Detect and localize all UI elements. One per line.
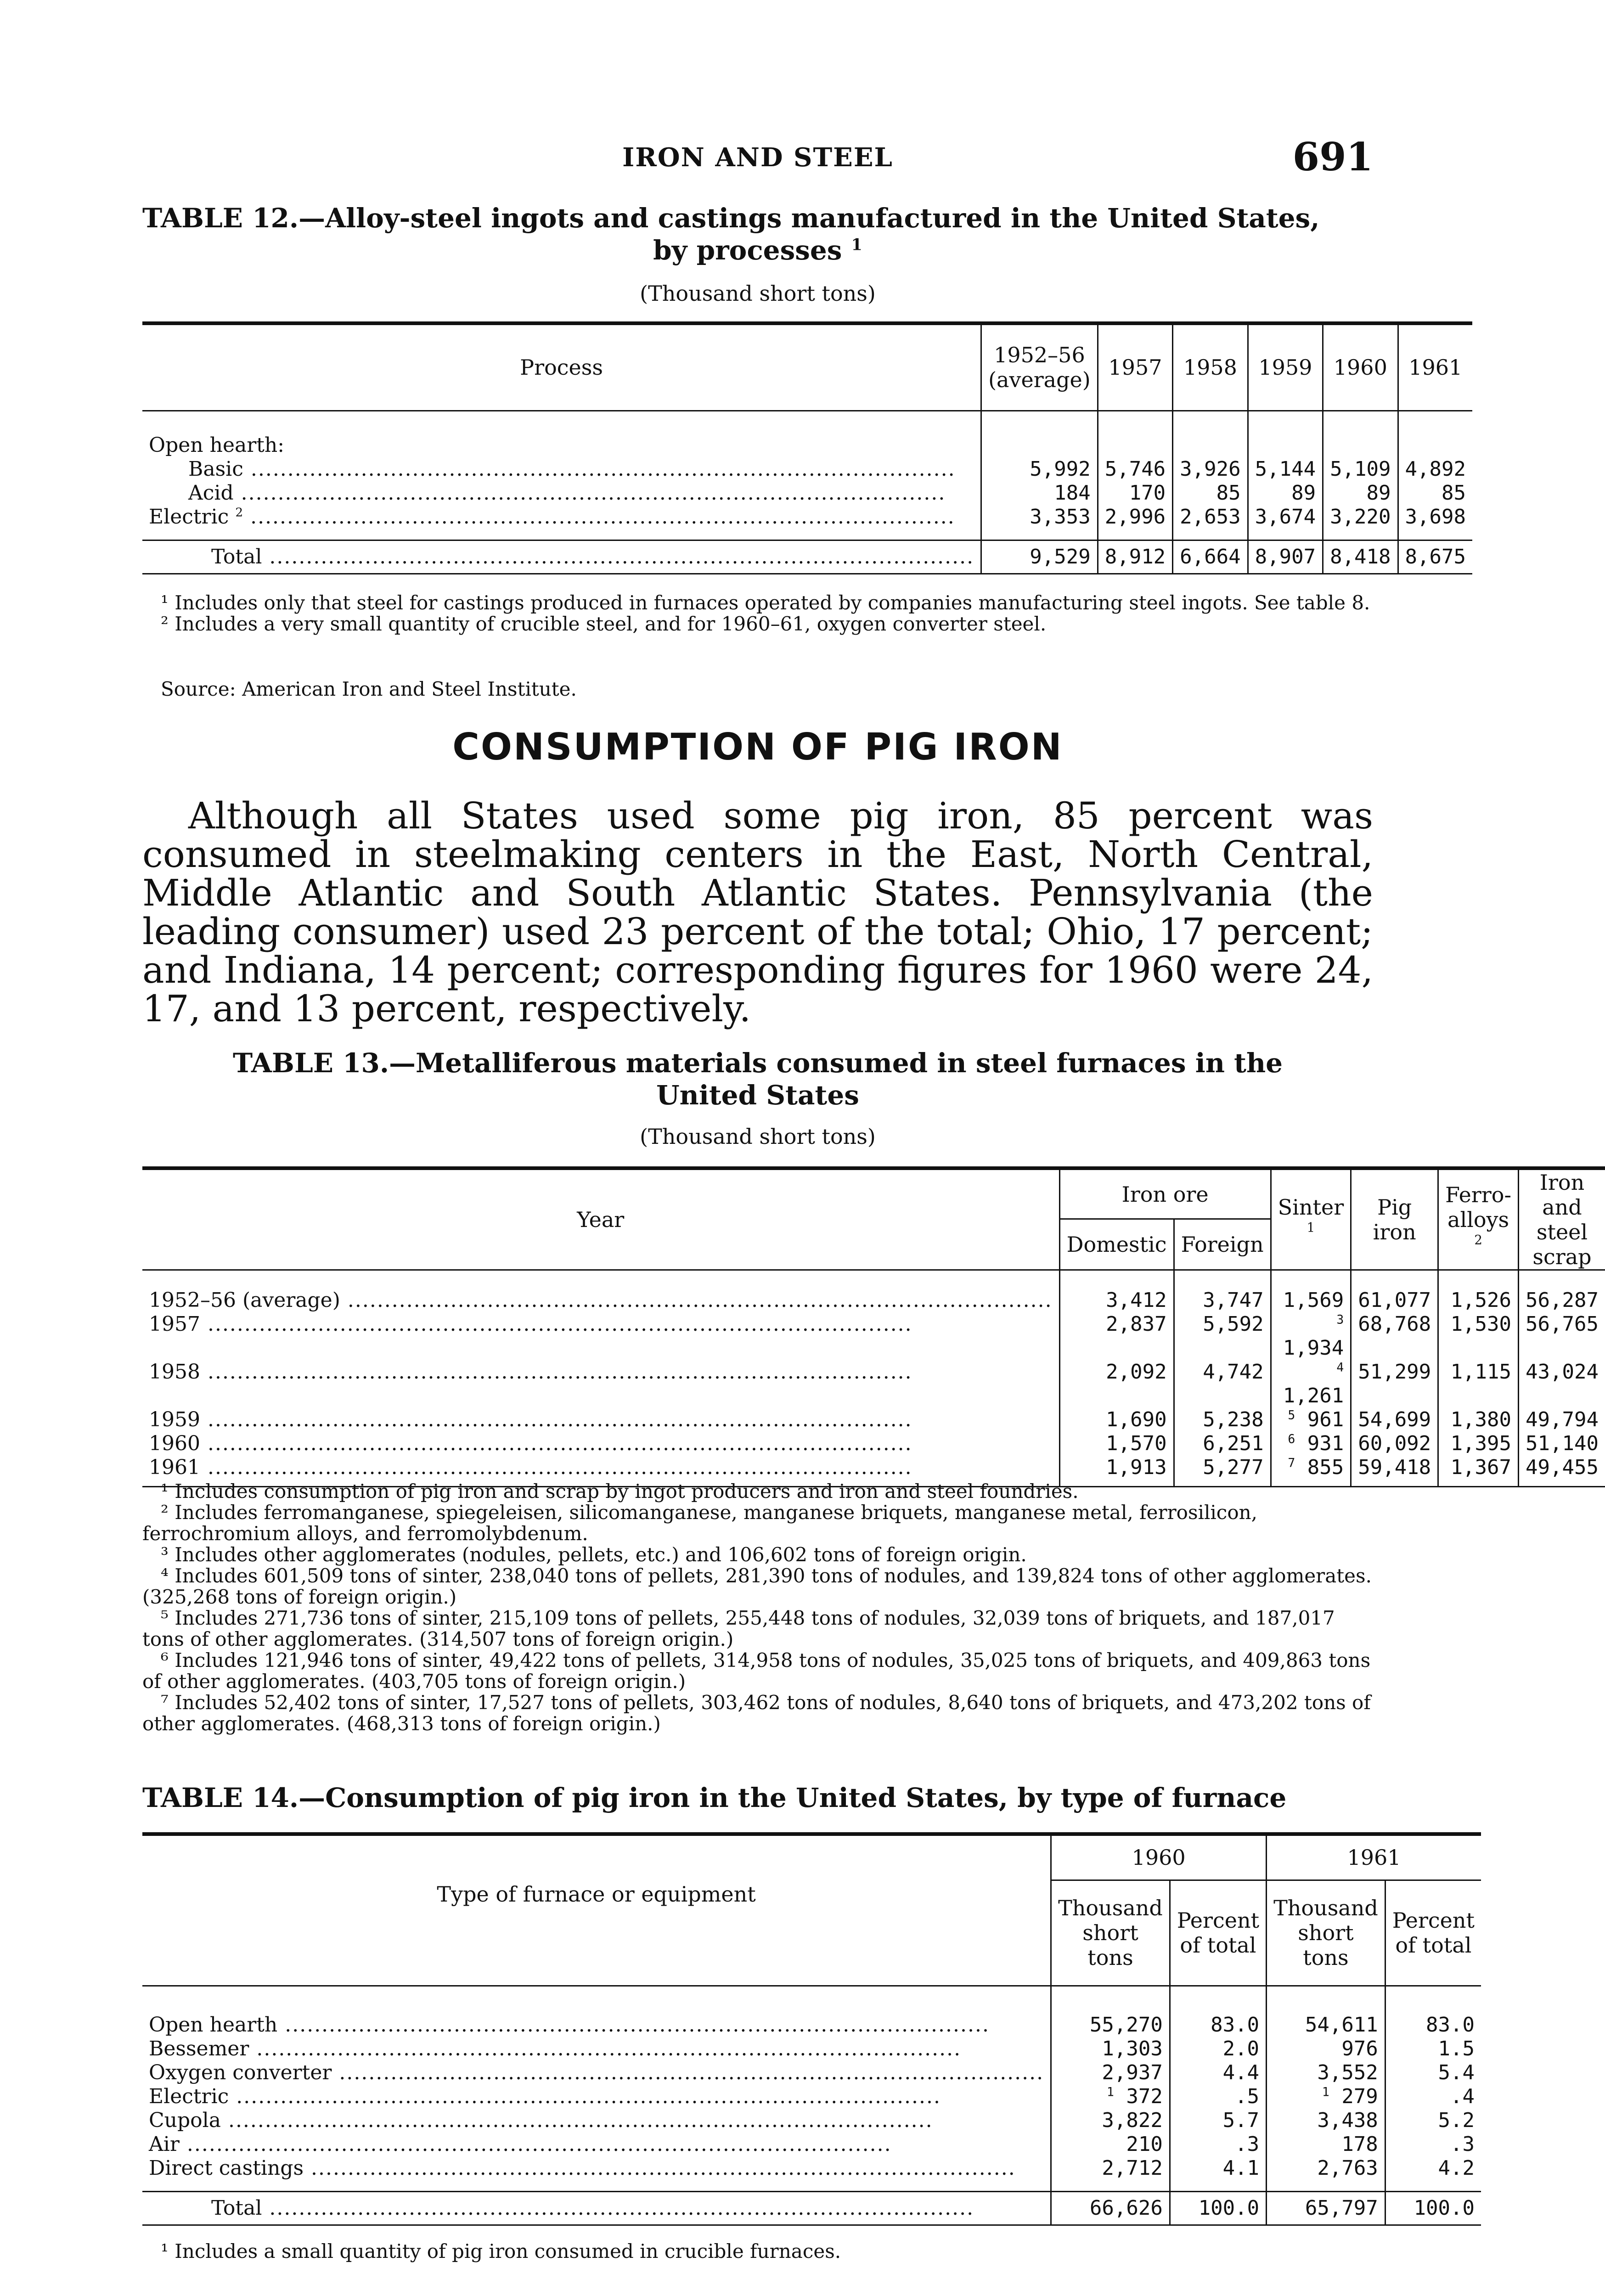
cell: 51,140 bbox=[1519, 1432, 1605, 1456]
table12-source: Source: American Iron and Steel Institute. bbox=[161, 678, 577, 700]
table14-total-row bbox=[142, 2191, 1481, 2225]
cell: 49,794 bbox=[1519, 1408, 1605, 1432]
table13-col-foreign: Foreign bbox=[1174, 1219, 1271, 1270]
cell: 68,768 bbox=[1351, 1312, 1438, 1360]
row-label: Electric ..... bbox=[149, 2085, 941, 2108]
table12-col-1960: 1960 bbox=[1323, 323, 1398, 411]
table12-col-process: Process bbox=[142, 323, 981, 411]
cell: 2,837 bbox=[1059, 1312, 1174, 1360]
footnote: ³ Includes other agglomerates (nodules, pellets, etc.) and 106,602 tons of foreign origin. bbox=[161, 1543, 1027, 1566]
table-row bbox=[142, 1312, 1605, 1360]
footnote: ⁴ Includes 601,509 tons of sinter, 238,040 tons of pellets, 281,390 tons of nodules, and 139,824 tons of other agglomerates. (325,268 tons of foreign origin.) bbox=[142, 1564, 1372, 1608]
cell: 1,913 bbox=[1059, 1456, 1174, 1480]
cell: 85 bbox=[1173, 481, 1248, 505]
table13-title-line1: TABLE 13.—Metalliferous materials consumed in steel furnaces in the bbox=[232, 1047, 1283, 1079]
cell: 6,251 bbox=[1174, 1432, 1271, 1456]
table13-col-domestic: Domestic bbox=[1059, 1219, 1174, 1270]
cell: 8,675 bbox=[1398, 540, 1472, 574]
cell: 210 bbox=[1126, 2133, 1163, 2156]
cell: 170 bbox=[1098, 481, 1172, 505]
footnote: ¹ Includes a small quantity of pig iron consumed in crucible furnaces. bbox=[161, 2240, 841, 2262]
table14 bbox=[142, 1832, 1481, 2226]
cell: 3,220 bbox=[1323, 505, 1398, 529]
cell: 61,077 bbox=[1351, 1289, 1438, 1312]
page-number: 691 bbox=[1292, 134, 1373, 180]
cell: 5,277 bbox=[1174, 1456, 1271, 1480]
cell: 3,747 bbox=[1174, 1289, 1271, 1312]
cell: 55,270 bbox=[1089, 2013, 1163, 2037]
table12-col-1957: 1957 bbox=[1098, 323, 1172, 411]
cell: 100.0 bbox=[1170, 2191, 1266, 2225]
cell: 3,698 bbox=[1398, 505, 1472, 529]
row-label: Electric bbox=[149, 505, 229, 529]
table12-col-avg: 1952–56 (average) bbox=[981, 323, 1098, 411]
cell: 2,996 bbox=[1098, 505, 1172, 529]
cell: 3,822 bbox=[1102, 2109, 1163, 2132]
cell: 1,395 bbox=[1438, 1432, 1519, 1456]
cell: 5.4 bbox=[1385, 2061, 1481, 2085]
cell: 83.0 bbox=[1385, 2013, 1481, 2037]
cell: 5.7 bbox=[1170, 2109, 1266, 2133]
row-label: Air ..... bbox=[149, 2133, 892, 2156]
cell: 5,109 bbox=[1323, 457, 1398, 481]
row-label: Acid ..... bbox=[188, 481, 946, 505]
row-label: Oxygen converter ..... bbox=[149, 2061, 1044, 2084]
table-row bbox=[142, 1360, 1605, 1408]
cell: 1,934 bbox=[1283, 1336, 1344, 1360]
table-row bbox=[142, 2037, 1481, 2061]
cell: .3 bbox=[1170, 2133, 1266, 2156]
row-label: Direct castings ..... bbox=[149, 2156, 1016, 2180]
cell: 2,092 bbox=[1059, 1360, 1174, 1408]
cell: 1,570 bbox=[1059, 1432, 1174, 1456]
table12-title-line1: TABLE 12.—Alloy-steel ingots and castings manufactured in the United States, bbox=[142, 203, 1320, 234]
table-row bbox=[142, 2133, 1481, 2156]
cell: 4,892 bbox=[1398, 457, 1472, 481]
row-label: 1959 ..... bbox=[149, 1408, 912, 1431]
table-row bbox=[142, 2156, 1481, 2180]
cell: 3,438 bbox=[1317, 2109, 1378, 2132]
row-label: 1952–56 (average) ..... bbox=[149, 1289, 1053, 1312]
cell: 56,287 bbox=[1519, 1289, 1605, 1312]
cell: 83.0 bbox=[1170, 2013, 1266, 2037]
table12-footnotes bbox=[142, 592, 1373, 635]
cell: .4 bbox=[1385, 2085, 1481, 2109]
table-row bbox=[142, 1456, 1605, 1480]
cell: 66,626 bbox=[1051, 2191, 1170, 2225]
table14-col-thousand-1960: Thousand short tons bbox=[1051, 1880, 1170, 1986]
table12-title bbox=[142, 202, 1373, 266]
cell: 372 bbox=[1126, 2085, 1163, 2108]
cell: .5 bbox=[1170, 2085, 1266, 2109]
table12-col-1959: 1959 bbox=[1248, 323, 1323, 411]
footnote: ² Includes a very small quantity of crucible steel, and for 1960–61, oxygen converter steel. bbox=[161, 613, 1047, 635]
cell: 3,674 bbox=[1248, 505, 1323, 529]
cell: 4.4 bbox=[1170, 2061, 1266, 2085]
cell: 89 bbox=[1248, 481, 1323, 505]
cell: 1,303 bbox=[1102, 2037, 1163, 2060]
row-label: 1958 ..... bbox=[149, 1360, 912, 1384]
footnote: ⁵ Includes 271,736 tons of sinter, 215,109 tons of pellets, 255,448 tons of nodules, 32,039 tons of briquets, and 187,017 tons of other agglomerates. (314,507 tons of foreign origin.) bbox=[142, 1607, 1335, 1650]
cell: 1,530 bbox=[1438, 1312, 1519, 1360]
cell: 5,992 bbox=[981, 457, 1098, 481]
section-heading: CONSUMPTION OF PIG IRON bbox=[452, 726, 1063, 768]
table13-col-year: Year bbox=[142, 1168, 1059, 1270]
cell: 976 bbox=[1341, 2037, 1378, 2060]
table14-col-percent-1960: Percent of total bbox=[1170, 1880, 1266, 1986]
table-row bbox=[142, 1289, 1605, 1312]
cell: 8,912 bbox=[1098, 540, 1172, 574]
table13-col-sinter: Sinter bbox=[1278, 1195, 1344, 1220]
cell: 2,763 bbox=[1317, 2156, 1378, 2180]
row-label: 1961 ..... bbox=[149, 1456, 912, 1479]
cell: 51,299 bbox=[1351, 1360, 1438, 1408]
footnote: ² Includes ferromanganese, spiegeleisen, silicomanganese, manganese briquets, manganese metal, ferrosilicon, ferrochromium alloys, and ferromolybdenum. bbox=[142, 1501, 1258, 1545]
cell: 65,797 bbox=[1267, 2191, 1385, 2225]
table12-total-row bbox=[142, 540, 1472, 574]
cell: 3,552 bbox=[1317, 2061, 1378, 2084]
table14-col-percent-1961: Percent of total bbox=[1385, 1880, 1481, 1986]
cell: 4.2 bbox=[1385, 2156, 1481, 2180]
table14-year-1961: 1961 bbox=[1267, 1834, 1481, 1880]
row-label: Cupola ..... bbox=[149, 2109, 933, 2132]
table13-col-sinter-fn: 1 bbox=[1307, 1220, 1315, 1235]
cell: 1,367 bbox=[1438, 1456, 1519, 1480]
footnote: ⁷ Includes 52,402 tons of sinter, 17,527 tons of pellets, 303,462 tons of nodules, 8,640 tons of briquets, and 473,202 tons of other agglomerates. (468,313 tons of foreign origin.) bbox=[142, 1691, 1371, 1735]
table-row bbox=[142, 505, 1472, 529]
cell-footnote: 1 bbox=[1106, 2085, 1114, 2099]
table12-title-footnote: 1 bbox=[851, 235, 862, 254]
cell: 5,592 bbox=[1174, 1312, 1271, 1360]
cell: 3,353 bbox=[981, 505, 1098, 529]
table-row bbox=[142, 2109, 1481, 2133]
cell: 178 bbox=[1341, 2133, 1378, 2156]
table13-col-pig-iron: Pig iron bbox=[1351, 1168, 1438, 1270]
cell: 54,611 bbox=[1305, 2013, 1378, 2037]
footnote: ⁶ Includes 121,946 tons of sinter, 49,422 tons of pellets, 314,958 tons of nodules, 35,025 tons of briquets, and 409,863 tons of other agglomerates. (403,705 tons of foreign origin.) bbox=[142, 1649, 1371, 1693]
table-row bbox=[142, 1432, 1605, 1456]
table12 bbox=[142, 321, 1472, 574]
table-row bbox=[142, 2013, 1481, 2037]
running-head bbox=[142, 134, 1373, 180]
table14-footnotes bbox=[142, 2241, 1373, 2262]
table14-year-1960: 1960 bbox=[1051, 1834, 1267, 1880]
cell: 89 bbox=[1323, 481, 1398, 505]
cell: 2,653 bbox=[1173, 505, 1248, 529]
table-row bbox=[142, 2061, 1481, 2085]
cell: 8,907 bbox=[1248, 540, 1323, 574]
cell-footnote: 6 bbox=[1288, 1431, 1295, 1446]
cell: 5,238 bbox=[1174, 1408, 1271, 1432]
cell: 931 bbox=[1307, 1431, 1344, 1455]
cell: 5.2 bbox=[1385, 2109, 1481, 2133]
table13-unit: (Thousand short tons) bbox=[640, 1124, 876, 1149]
row-label: Bessemer ..... bbox=[149, 2037, 961, 2060]
cell: 2,712 bbox=[1102, 2156, 1163, 2180]
cell: 1,690 bbox=[1059, 1408, 1174, 1432]
cell: 56,765 bbox=[1519, 1312, 1605, 1360]
cell-footnote: 3 bbox=[1336, 1312, 1344, 1327]
row-label: Open hearth ..... bbox=[149, 2013, 990, 2037]
cell-footnote: 4 bbox=[1336, 1360, 1344, 1374]
table13 bbox=[142, 1166, 1605, 1487]
cell: 100.0 bbox=[1385, 2191, 1481, 2225]
cell: 9,529 bbox=[981, 540, 1098, 574]
table13-col-scrap: Iron and steel scrap bbox=[1519, 1168, 1605, 1270]
row-label: 1960 ..... bbox=[149, 1432, 912, 1455]
cell: 1,569 bbox=[1283, 1288, 1344, 1312]
cell: 2.0 bbox=[1170, 2037, 1266, 2061]
cell: 43,024 bbox=[1519, 1360, 1605, 1408]
running-title: IRON AND STEEL bbox=[622, 142, 893, 173]
cell: 961 bbox=[1307, 1407, 1344, 1431]
cell: 5,144 bbox=[1248, 457, 1323, 481]
cell: 855 bbox=[1307, 1455, 1344, 1479]
cell: 8,418 bbox=[1323, 540, 1398, 574]
cell: 184 bbox=[981, 481, 1098, 505]
row-label: Basic ..... bbox=[188, 457, 956, 481]
cell: .3 bbox=[1385, 2133, 1481, 2156]
cell: 59,418 bbox=[1351, 1456, 1438, 1480]
cell: 1,526 bbox=[1438, 1289, 1519, 1312]
row-label: 1957 ..... bbox=[149, 1312, 912, 1336]
cell-footnote: 7 bbox=[1288, 1455, 1295, 1470]
table13-title bbox=[142, 1047, 1373, 1111]
table12-title-line2: by processes bbox=[653, 235, 842, 266]
table-row bbox=[142, 2085, 1481, 2109]
cell: 4.1 bbox=[1170, 2156, 1266, 2180]
table14-col-thousand-1961: Thousand short tons bbox=[1267, 1880, 1385, 1986]
cell: 3,412 bbox=[1059, 1289, 1174, 1312]
table12-col-1958: 1958 bbox=[1173, 323, 1248, 411]
cell-footnote: 1 bbox=[1322, 2085, 1329, 2099]
cell-footnote: 5 bbox=[1288, 1407, 1295, 1422]
table14-title: TABLE 14.—Consumption of pig iron in the United States, by type of furnace bbox=[142, 1782, 1287, 1813]
footnote: ¹ Includes consumption of pig iron and scrap by ingot producers and iron and steel foundries. bbox=[161, 1480, 1079, 1503]
cell: 1,380 bbox=[1438, 1408, 1519, 1432]
cell: 60,092 bbox=[1351, 1432, 1438, 1456]
table-row bbox=[142, 481, 1472, 505]
cell: 6,664 bbox=[1173, 540, 1248, 574]
table-row bbox=[142, 1408, 1605, 1432]
cell: 4,742 bbox=[1174, 1360, 1271, 1408]
table13-col-ferro-fn: 2 bbox=[1474, 1232, 1482, 1248]
cell: 1,261 bbox=[1283, 1384, 1344, 1407]
table13-title-line2: United States bbox=[656, 1080, 859, 1111]
row-label-footnote: 2 bbox=[235, 505, 243, 520]
table13-col-ferro: Ferro-alloys bbox=[1445, 1182, 1512, 1232]
total-label: Total ..... bbox=[211, 2196, 974, 2220]
footnote: ¹ Includes only that steel for castings produced in furnaces operated by companies manufacturing steel ingots. See table 8. bbox=[161, 591, 1370, 614]
cell: 2,937 bbox=[1102, 2061, 1163, 2084]
total-label: Total ..... bbox=[211, 545, 974, 568]
cell: 5,746 bbox=[1098, 457, 1172, 481]
table12-group-label: Open hearth: bbox=[149, 433, 285, 457]
table-row bbox=[142, 457, 1472, 481]
table12-col-1961: 1961 bbox=[1398, 323, 1472, 411]
table13-col-iron-ore: Iron ore bbox=[1059, 1168, 1271, 1219]
cell: 3,926 bbox=[1173, 457, 1248, 481]
cell: 54,699 bbox=[1351, 1408, 1438, 1432]
cell: 1.5 bbox=[1385, 2037, 1481, 2061]
cell: 1,115 bbox=[1438, 1360, 1519, 1408]
section-paragraph: Although all States used some pig iron, 85 percent was consumed in steelmaking centers in the East, North Central, Middle Atlantic and South Atlantic States. Pennsylvania (the leading consumer) used 23 percent of the total; Ohio, 17 percent; and Indiana, 14 percent; corresponding figures for 1960 were 24, 17, and 13 percent, respectively. bbox=[142, 794, 1373, 1030]
table12-unit: (Thousand short tons) bbox=[640, 281, 876, 306]
table14-col-type: Type of furnace or equipment bbox=[142, 1834, 1051, 1986]
cell: 49,455 bbox=[1519, 1456, 1605, 1480]
table13-footnotes bbox=[142, 1481, 1373, 1734]
cell: 85 bbox=[1398, 481, 1472, 505]
cell: 279 bbox=[1341, 2085, 1378, 2108]
